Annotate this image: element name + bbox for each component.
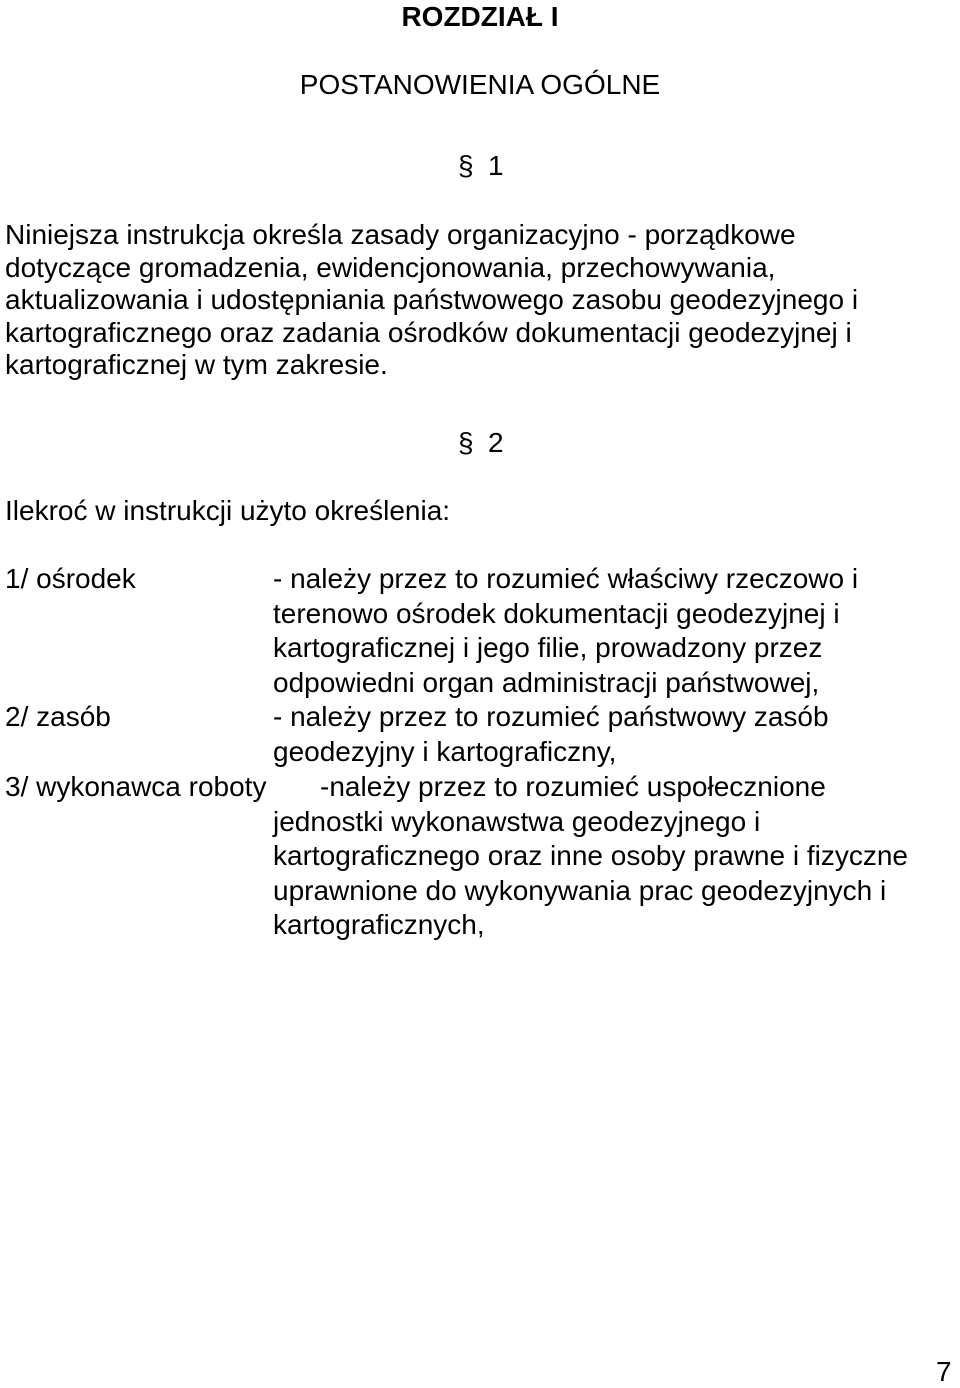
section-1-heading [458,149,504,183]
definition-text [273,700,829,769]
paragraph-line: kartograficznej w tym zakresie. [5,349,388,380]
definition-line: kartograficznego oraz inne osoby prawne i fizyczne [273,840,909,871]
definition-text [273,562,858,700]
paragraph-line: kartograficznego oraz zadania ośrodków dokumentacji geodezyjnej i [5,316,852,348]
definition-term: 2/ zasób [5,701,111,732]
definition-line: kartograficznych, [273,909,485,940]
section-sign-icon: § [458,150,474,181]
chapter-subtitle: POSTANOWIENIA OGÓLNE [299,69,661,100]
page-number: 7 [936,1356,952,1387]
section-sign-icon: § [458,427,474,458]
section-2-heading [458,426,504,460]
definition-line: - należy przez to rozumieć właściwy rzeczowo i [273,563,859,594]
section-1-paragraph [5,219,955,382]
definition-line: terenowo ośrodek dokumentacji geodezyjnej i [273,597,840,629]
definition-line: -należy przez to rozumieć uspołecznione [320,771,826,802]
definition-term: 3/ wykonawca roboty [5,771,267,802]
section-2-intro: Ilekroć w instrukcji użyto określenia: [5,495,451,526]
definition-term: 1/ ośrodek [5,563,136,594]
definition-line: uprawnione do wykonywania prac geodezyjnych i [273,874,887,906]
definition-text [273,770,908,943]
paragraph-line: Niniejsza instrukcja określa zasady organizacyjno - porządkowe [5,219,796,250]
definition-line: kartograficznej i jego filie, prowadzony przez [273,632,823,663]
paragraph-line: aktualizowania i udostępniania państwowego zasobu geodezyjnego i [5,284,859,315]
definition-line: geodezyjny i kartograficzny, [273,735,617,767]
chapter-title: ROZDZIAŁ I [401,1,559,32]
section-number: 1 [488,150,504,181]
definition-line: odpowiedni organ administracji państwowej, [273,666,820,698]
definition-line: - należy przez to rozumieć państwowy zasób [273,701,829,732]
section-number: 2 [488,427,504,458]
definition-line: jednostki wykonawstwa geodezyjnego i [273,805,761,837]
paragraph-line: dotyczące gromadzenia, ewidencjonowania, przechowywania, [5,251,776,283]
